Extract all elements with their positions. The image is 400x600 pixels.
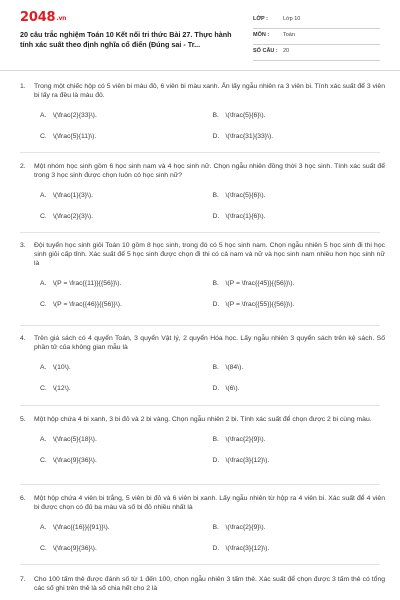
option-text: \(P = \frac{{46}}{{56}}\). [53,301,122,308]
answer-options [40,436,385,468]
option-letter: A. [40,192,47,199]
option-c[interactable] [40,385,213,396]
option-letter: D. [212,457,220,464]
option-letter: A. [40,524,47,531]
option-c[interactable] [40,301,213,312]
option-text: \(\frac{5}{6}\). [225,192,266,199]
meta-row-count [253,46,380,61]
option-letter: B. [212,112,219,119]
option-b[interactable] [213,364,386,375]
option-text: \(\frac{2}{9}\). [225,524,266,531]
option-text: \(\frac{2}{9}\). [225,436,266,443]
answer-options [40,524,385,556]
option-text: \(\frac{31}{33}\). [225,133,274,140]
option-text: \(P = \frac{{11}}{{56}}\). [53,280,122,287]
option-a[interactable] [40,436,213,447]
option-text: \(\frac{2}{33}\). [53,112,97,119]
question-6 [20,494,385,566]
option-letter: B. [212,364,219,371]
answer-options [40,112,385,144]
option-d[interactable] [213,301,386,312]
option-a[interactable] [40,192,213,203]
option-d[interactable] [213,457,386,468]
option-letter: C. [40,133,47,140]
divider [20,325,380,326]
question-2 [20,162,385,234]
divider [20,564,380,565]
logo-suffix: .vn [56,15,67,22]
question-text: Đội tuyển học sinh giỏi Toán 10 gồm 8 học sinh, trong đó có 5 học sinh nam. Chọn ngẫu nhiên 5 học sinh đi thi học sinh giỏi cấp tỉnh. Xác suất để 5 học sinh được chọn đi thi có cả nam và nữ và học sinh nam nhiều hơn học sinh nữ là [34,242,385,267]
option-text: \(6\). [225,385,240,392]
option-letter: C. [40,301,47,308]
option-c[interactable] [40,133,213,144]
answer-options [40,280,385,312]
question-5 [20,415,385,478]
question-number: 2. [20,163,26,170]
class-label: LỚP : [253,16,268,22]
option-b[interactable] [213,192,386,203]
question-1 [20,82,385,154]
option-text: \(10\). [53,364,71,371]
option-text: \(\frac{2}{3}\). [53,213,94,220]
option-text: \(\frac{5}{18}\). [53,436,97,443]
question-number: 7. [20,576,26,583]
question-7 [20,575,385,593]
option-letter: B. [212,280,219,287]
question-number: 4. [20,335,26,342]
option-a[interactable] [40,524,213,535]
question-text: Một nhóm học sinh gồm 6 học sinh nam và 4 học sinh nữ. Chọn ngẫu nhiên đồng thời 3 học sinh. Tính xác suất để trong 3 học sinh được chọn luôn có học sinh nữ? [34,163,385,179]
option-letter: B. [212,436,219,443]
option-text: \(\frac{5}{6}\). [225,112,266,119]
subject-value: Toán [283,32,295,38]
option-b[interactable] [213,524,386,535]
option-c[interactable] [40,213,213,224]
option-letter: C. [40,457,47,464]
question-number: 1. [20,83,26,90]
divider [20,232,380,233]
option-letter: B. [212,192,219,199]
question-count-label: SỐ CÂU : [253,48,278,54]
option-text: \(P = \frac{{45}}{{56}}\). [225,280,295,287]
page-header [0,0,400,71]
option-text: \(\frac{5}{11}\). [53,133,97,140]
option-letter: A. [40,436,47,443]
option-b[interactable] [213,436,386,447]
option-text: \(12\). [53,385,71,392]
option-text: \(P = \frac{{55}}{{56}}\). [225,301,295,308]
option-letter: B. [212,524,219,531]
option-text: \(84\). [225,364,244,371]
question-text: Trong một chiếc hộp có 5 viên bi màu đỏ, 6 viên bi màu xanh. Ấn lấy ngẫu nhiên ra 3 viên bi. Tính xác suất để 3 viên bi lấy ra đều là màu đỏ. [34,83,385,99]
option-text: \(\frac{9}{36}\). [53,545,97,552]
logo-text: 2048 [20,10,56,25]
option-text: \(\frac{1}{3}\). [53,192,94,199]
option-text: \(\frac{9}{36}\). [53,457,97,464]
quiz-title: 20 câu trắc nghiệm Toán 10 Kết nối tri thức Bài 27. Thực hành tính xác suất theo định nghĩa cổ điển (Đúng sai - Tr... [20,30,232,49]
option-c[interactable] [40,457,213,468]
option-text: \(\frac{{16}}{{91}}\). [53,524,110,531]
meta-row-class [253,14,380,29]
answer-options [40,192,385,224]
question-text: Một hộp chứa 4 viên bi trắng, 5 viên bi đỏ và 6 viên bi xanh. Lấy ngẫu nhiên từ hộp ra 4 viên bi. Xác suất để 4 viên bi được chọn có đủ ba màu và số bi đỏ nhiều nhất là [34,495,385,511]
option-a[interactable] [40,364,213,375]
option-letter: C. [40,545,47,552]
option-letter: A. [40,280,47,287]
option-letter: A. [40,364,47,371]
divider [20,405,380,406]
meta-row-subject [253,30,380,45]
option-letter: C. [40,213,47,220]
site-logo[interactable] [20,10,66,25]
option-a[interactable] [40,280,213,291]
option-c[interactable] [40,545,213,556]
option-text: \(\frac{3}{12}\). [225,457,270,464]
option-d[interactable] [213,133,386,144]
option-b[interactable] [213,280,386,291]
option-letter: D. [212,545,220,552]
option-letter: D. [212,133,220,140]
question-3 [20,241,385,322]
option-letter: D. [212,385,220,392]
answer-options [40,364,385,396]
option-a[interactable] [40,112,213,123]
question-number: 5. [20,416,26,423]
option-text: \(\frac{1}{6}\). [225,213,266,220]
option-letter: D. [212,213,220,220]
option-d[interactable] [213,545,386,556]
option-d[interactable] [213,213,386,224]
question-count-value: 20 [283,48,290,54]
question-text: Trên giá sách có 4 quyển Toán, 3 quyển Vật lý, 2 quyển Hóa học. Lấy ngẫu nhiên 3 quyển sách trên kệ sách. Số phần tử của không gian mẫu là [34,335,385,351]
question-4 [20,334,385,406]
option-letter: D. [212,301,220,308]
option-text: \(\frac{3}{12}\). [225,545,270,552]
question-number: 3. [20,242,26,249]
question-text: Cho 100 tấm thẻ được đánh số từ 1 đến 100, chọn ngẫu nhiên 3 tấm thẻ. Xác suất để chọn được 3 tấm thẻ có tổng các số ghi trên thẻ là số chia hết cho 2 là [34,576,385,592]
divider [20,484,380,485]
divider [20,152,380,153]
option-letter: A. [40,112,47,119]
question-text: Một hộp chứa 4 bi xanh, 3 bi đỏ và 2 bi vàng. Chọn ngẫu nhiên 2 bi. Tính xác suất để chọn được 2 bi cùng màu. [34,416,372,423]
option-d[interactable] [213,385,386,396]
question-number: 6. [20,495,26,502]
subject-label: MÔN : [253,32,270,38]
class-value: Lớp 10 [283,16,301,22]
quiz-meta [253,14,380,62]
option-b[interactable] [213,112,386,123]
option-letter: C. [40,385,47,392]
